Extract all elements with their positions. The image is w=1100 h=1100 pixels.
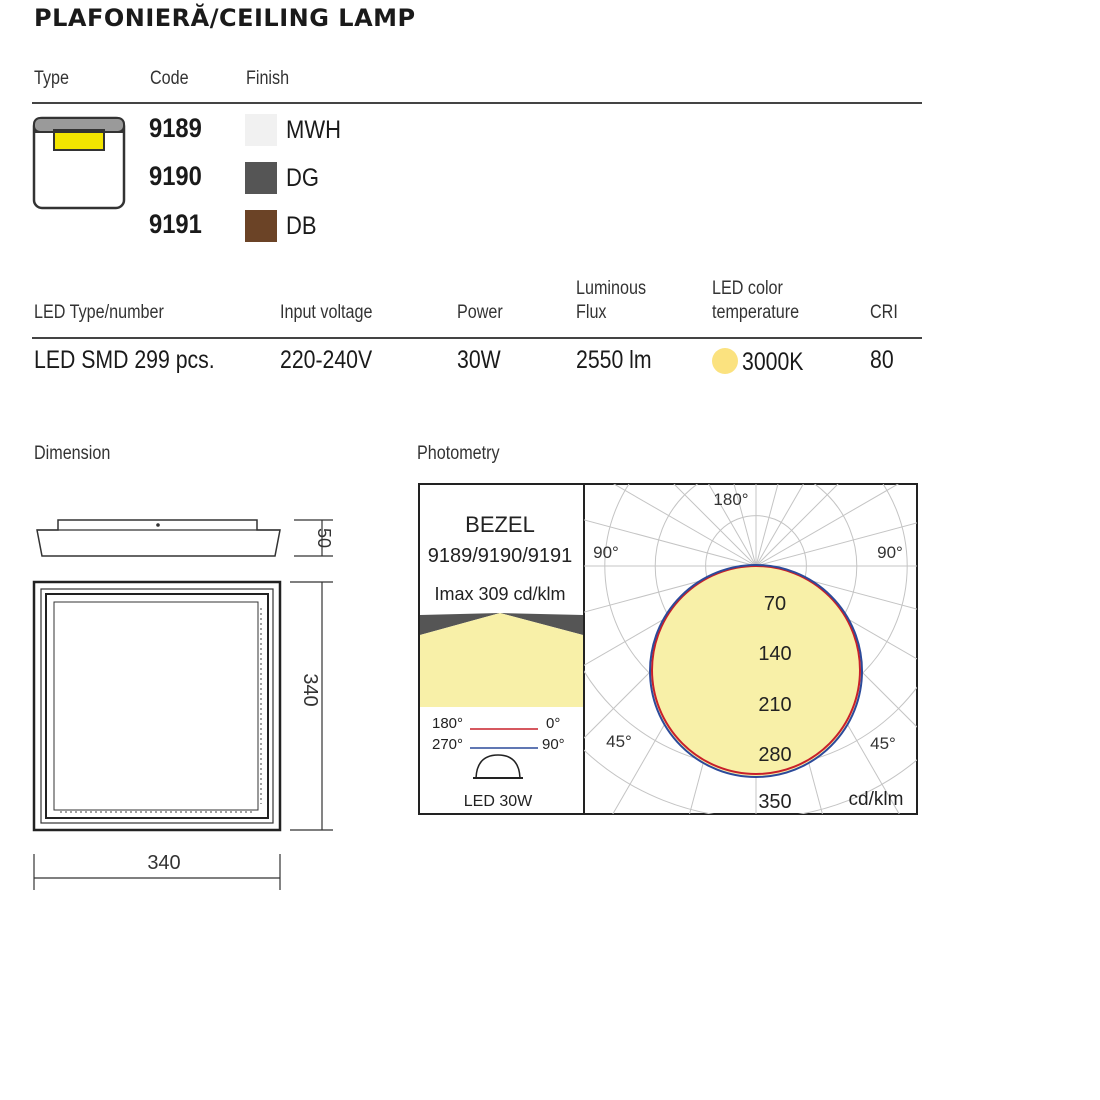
finish-header: Finish [246, 68, 290, 89]
photometry-product-name: BEZEL [465, 512, 535, 537]
variant-finish: DG [286, 164, 319, 192]
finish-swatch [245, 210, 277, 242]
variant-code: 9189 [149, 113, 202, 143]
variant-finish: MWH [286, 116, 341, 144]
specs-header-rule [32, 337, 922, 339]
power-value: 30W [457, 346, 501, 374]
angle-label-bottom-left: 45° [606, 732, 632, 751]
depth-dimension-value: 340 [299, 673, 321, 707]
variant-code: 9190 [149, 161, 202, 191]
photometry-chart [418, 483, 918, 815]
code-header: Code [150, 68, 189, 89]
power-header: Power [457, 302, 503, 323]
finish-swatch [245, 114, 277, 146]
angle-label-top: 180° [713, 490, 749, 509]
finish-swatch [245, 162, 277, 194]
color-temperature-dot [712, 348, 738, 374]
angle-label-right: 90° [877, 543, 903, 562]
photometry-label: Photometry [417, 443, 500, 464]
cri-value: 80 [870, 346, 894, 374]
dimension-drawing [28, 508, 348, 898]
cct-header-line2: temperature [712, 302, 800, 323]
height-dimension-value: 50 [314, 527, 334, 549]
side-view [37, 520, 280, 556]
plane-a-end: 0° [546, 715, 561, 732]
dimension-label: Dimension [34, 443, 111, 464]
flux-header-line1: Luminous [576, 278, 647, 299]
angle-label-bottom-right: 45° [870, 734, 896, 753]
radial-label: 280 [758, 744, 792, 766]
width-dimension-value: 340 [147, 852, 181, 874]
photometry-lamp: LED 30W [463, 793, 533, 810]
cct-value: 3000K [742, 348, 804, 376]
plane-b-end: 90° [542, 736, 565, 753]
voltage-header: Input voltage [280, 302, 373, 323]
flux-header-line2: Flux [576, 302, 607, 323]
top-view [34, 582, 280, 830]
plane-b-start: 270° [432, 736, 464, 753]
radial-label: 350 [758, 791, 792, 813]
radial-label: 140 [758, 643, 792, 665]
type-header: Type [34, 68, 70, 89]
variant-code: 9191 [149, 209, 202, 239]
page-title: PLAFONIERĂ/CEILING LAMP [34, 4, 416, 32]
photometry-codes: 9189/9190/9191 [427, 545, 573, 567]
cct-header-line1: LED color [712, 278, 783, 299]
flux-value: 2550 lm [576, 346, 652, 374]
plane-a-start: 180° [432, 715, 464, 732]
product-header-rule [32, 102, 922, 104]
led-type-value: LED SMD 299 pcs. [34, 346, 215, 374]
led-type-header: LED Type/number [34, 302, 164, 323]
intensity-unit: cd/klm [848, 789, 904, 810]
intensity-curve [650, 565, 862, 777]
cri-header: CRI [870, 302, 898, 323]
angle-label-left: 90° [593, 543, 619, 562]
radial-label: 70 [763, 593, 787, 615]
beam-diagram [420, 613, 583, 707]
radial-label: 210 [758, 694, 792, 716]
voltage-value: 220-240V [280, 346, 373, 374]
variant-finish: DB [286, 212, 317, 240]
ceiling-lamp-type-icon [32, 114, 127, 212]
photometry-imax: Imax 309 cd/klm [434, 584, 566, 604]
